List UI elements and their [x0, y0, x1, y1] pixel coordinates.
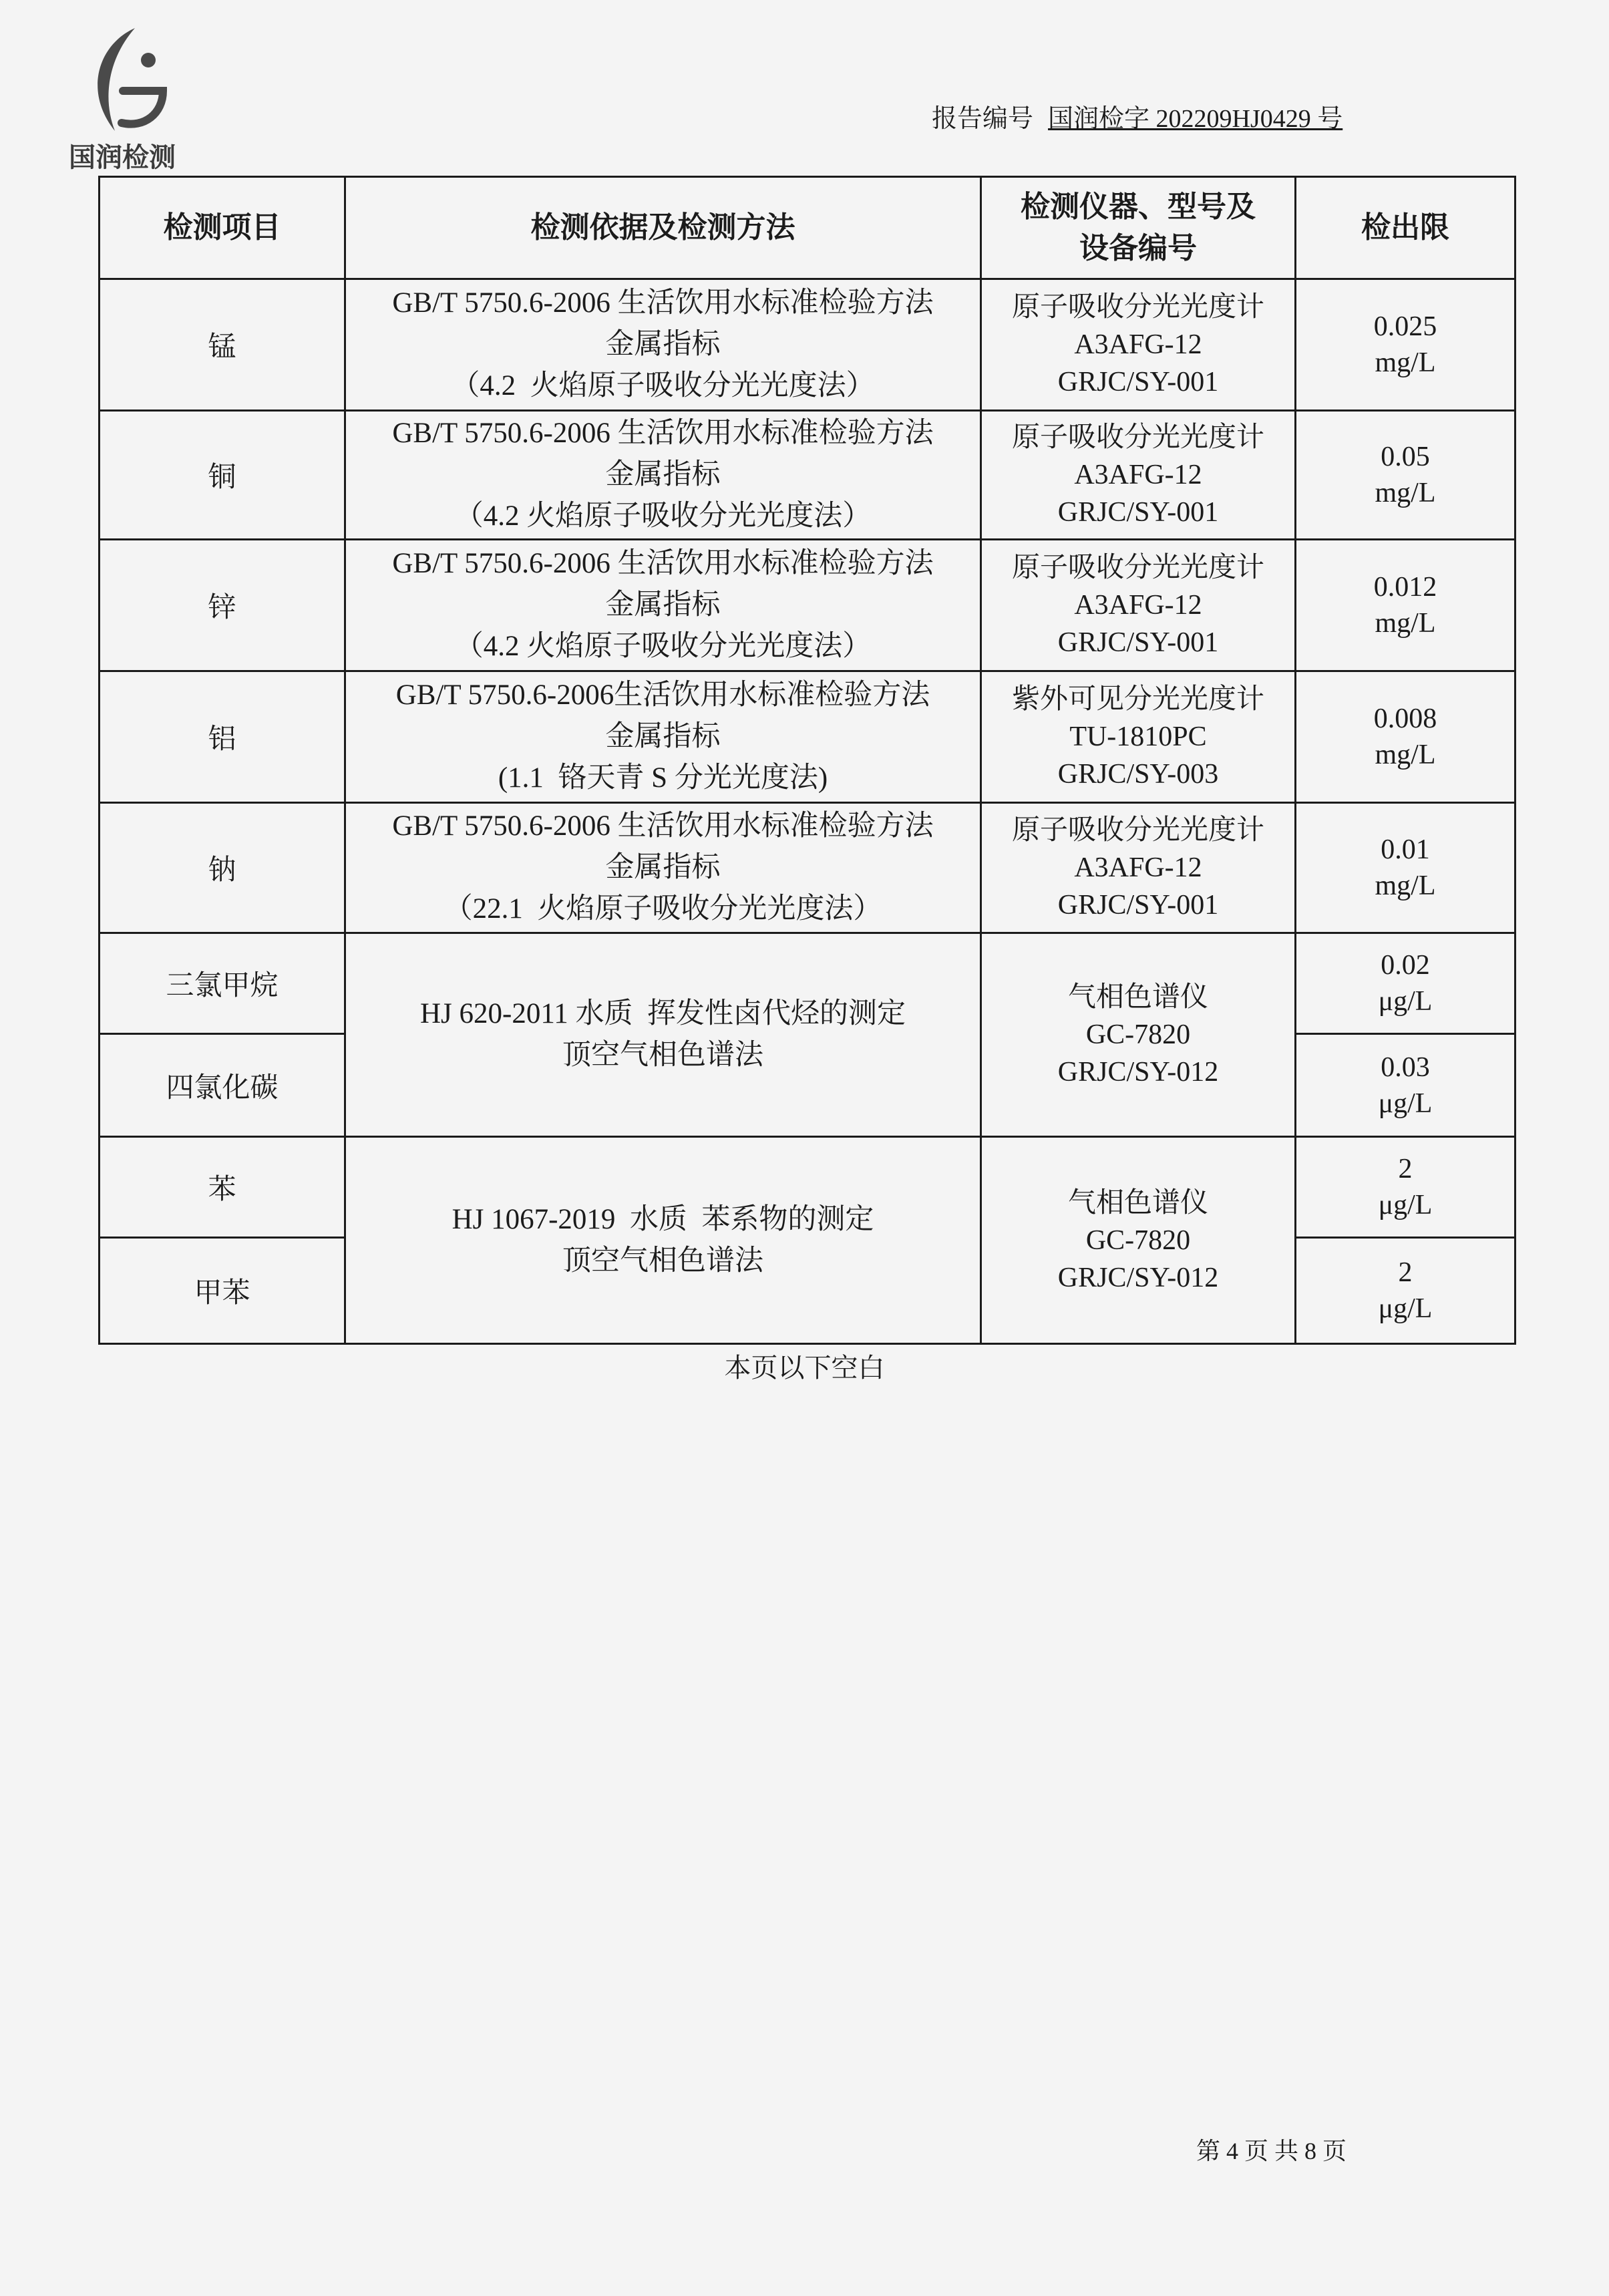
limit-value: 0.012 [1373, 572, 1437, 603]
method-line: GB/T 5750.6-2006 生活饮用水标准检验方法 [392, 287, 934, 319]
table-row [100, 803, 1515, 933]
method-line: 顶空气相色谱法 [562, 1245, 763, 1277]
instrument-model: A3AFG-12 [1074, 590, 1202, 621]
method-line: （4.2 火焰原子吸收分光光度法） [454, 631, 872, 662]
guorun-logo-icon [73, 25, 180, 136]
limit-unit: μg/L [1378, 1190, 1433, 1220]
limit-cell [1296, 540, 1515, 671]
instrument-id: GRJC/SY-001 [1057, 497, 1219, 528]
limit-unit: mg/L [1375, 870, 1436, 901]
limit-unit: mg/L [1375, 608, 1436, 639]
table-row [100, 411, 1515, 540]
method-line: （4.2 火焰原子吸收分光光度法） [451, 370, 875, 401]
blank-below-note: 本页以下空白 [724, 1353, 885, 1383]
item-name: 钠 [100, 803, 345, 933]
method-line: 金属指标 [605, 721, 721, 752]
limit-cell [1296, 1137, 1515, 1238]
method-cell [345, 540, 981, 671]
limit-unit: mg/L [1375, 478, 1436, 508]
limit-cell [1296, 1238, 1515, 1344]
instrument-cell [981, 540, 1296, 671]
column-header-limit: 检出限 [1296, 177, 1515, 279]
method-cell [345, 1137, 981, 1344]
method-line: 顶空气相色谱法 [562, 1039, 763, 1071]
method-line: 金属指标 [605, 329, 721, 360]
limit-cell [1296, 933, 1515, 1034]
instrument-model: A3AFG-12 [1074, 460, 1202, 490]
method-cell [345, 933, 981, 1137]
method-line: （4.2 火焰原子吸收分光光度法） [454, 500, 872, 532]
company-logo [59, 25, 186, 173]
instrument-model: A3AFG-12 [1074, 329, 1202, 360]
method-line: 金属指标 [605, 459, 721, 490]
column-header-instrument-line: 设备编号 [1079, 232, 1197, 265]
instrument-name: 原子吸收分光光度计 [1011, 292, 1264, 323]
instrument-id: GRJC/SY-012 [1057, 1057, 1219, 1088]
instrument-name: 气相色谱仪 [1067, 982, 1208, 1013]
instrument-id: GRJC/SY-001 [1057, 367, 1219, 397]
report-number-value: 国润检字 202209HJ0429 号 [1048, 105, 1343, 133]
item-name: 苯 [100, 1137, 345, 1238]
instrument-name: 原子吸收分光光度计 [1011, 815, 1264, 846]
limit-unit: μg/L [1378, 986, 1433, 1017]
instrument-cell [981, 671, 1296, 803]
method-line: （22.1 火焰原子吸收分光光度法） [443, 893, 882, 925]
table-row [100, 540, 1515, 671]
method-line: GB/T 5750.6-2006生活饮用水标准检验方法 [395, 679, 930, 711]
table-row [100, 671, 1515, 803]
method-line: GB/T 5750.6-2006 生活饮用水标准检验方法 [392, 548, 934, 579]
instrument-cell [981, 279, 1296, 411]
column-header-instrument [981, 177, 1296, 279]
instrument-name: 气相色谱仪 [1067, 1187, 1208, 1218]
instrument-cell [981, 803, 1296, 933]
table-header-row [100, 177, 1515, 279]
column-header-instrument-line: 检测仪器、型号及 [1021, 190, 1256, 223]
limit-value: 0.008 [1373, 703, 1437, 734]
limit-cell [1296, 1034, 1515, 1137]
report-number [932, 98, 1343, 134]
instrument-cell [981, 933, 1296, 1137]
method-line: HJ 620-2011 水质 挥发性卤代烃的测定 [419, 998, 906, 1029]
instrument-cell [981, 1137, 1296, 1344]
column-header-method: 检测依据及检测方法 [345, 177, 981, 279]
item-name: 铜 [100, 411, 345, 540]
column-header-item: 检测项目 [100, 177, 345, 279]
limit-unit: μg/L [1378, 1088, 1433, 1119]
item-name: 锌 [100, 540, 345, 671]
limit-cell [1296, 671, 1515, 803]
page-indicator: 第 4 页 共 8 页 [1196, 2138, 1347, 2164]
method-line: GB/T 5750.6-2006 生活饮用水标准检验方法 [392, 418, 934, 449]
method-cell [345, 279, 981, 411]
limit-value: 2 [1398, 1154, 1413, 1184]
instrument-cell [981, 411, 1296, 540]
limit-cell [1296, 803, 1515, 933]
item-name: 铝 [100, 671, 345, 803]
method-line: 金属指标 [605, 852, 721, 883]
limit-unit: mg/L [1375, 740, 1436, 770]
item-name: 四氯化碳 [100, 1034, 345, 1137]
limit-value: 0.025 [1373, 311, 1437, 342]
method-line: GB/T 5750.6-2006 生活饮用水标准检验方法 [392, 810, 934, 842]
limit-value: 0.03 [1381, 1051, 1430, 1083]
instrument-id: GRJC/SY-003 [1057, 759, 1219, 790]
instrument-model: GC-7820 [1085, 1019, 1191, 1050]
instrument-name: 原子吸收分光光度计 [1011, 552, 1264, 583]
instrument-model: TU-1810PC [1069, 721, 1207, 752]
method-line: HJ 1067-2019 水质 苯系物的测定 [452, 1203, 874, 1235]
item-name: 三氯甲烷 [100, 933, 345, 1034]
item-name: 锰 [100, 279, 345, 411]
method-cell [345, 411, 981, 540]
table-row [100, 279, 1515, 411]
limit-value: 2 [1398, 1257, 1413, 1288]
instrument-model: A3AFG-12 [1074, 852, 1202, 883]
limit-value: 0.05 [1381, 442, 1430, 472]
limit-value: 0.02 [1381, 950, 1430, 981]
limit-cell [1296, 279, 1515, 411]
table-row [100, 933, 1515, 1034]
limit-unit: μg/L [1378, 1293, 1433, 1324]
instrument-name: 原子吸收分光光度计 [1011, 422, 1264, 453]
report-number-label: 报告编号 [932, 105, 1034, 133]
method-line: (1.1 铬天青 S 分光光度法) [498, 762, 828, 794]
table-row [100, 1137, 1515, 1238]
test-methods-table [98, 176, 1516, 1345]
instrument-id: GRJC/SY-001 [1057, 627, 1219, 658]
limit-unit: mg/L [1375, 347, 1436, 378]
instrument-model: GC-7820 [1085, 1224, 1191, 1256]
instrument-name: 紫外可见分光光度计 [1011, 684, 1264, 715]
method-cell [345, 671, 981, 803]
method-cell [345, 803, 981, 933]
logo-text: 国润检测 [69, 142, 176, 173]
item-name: 甲苯 [100, 1238, 345, 1344]
limit-value: 0.01 [1381, 834, 1430, 865]
instrument-id: GRJC/SY-001 [1057, 890, 1219, 921]
instrument-id: GRJC/SY-012 [1057, 1262, 1219, 1293]
method-line: 金属指标 [605, 589, 721, 621]
limit-cell [1296, 411, 1515, 540]
